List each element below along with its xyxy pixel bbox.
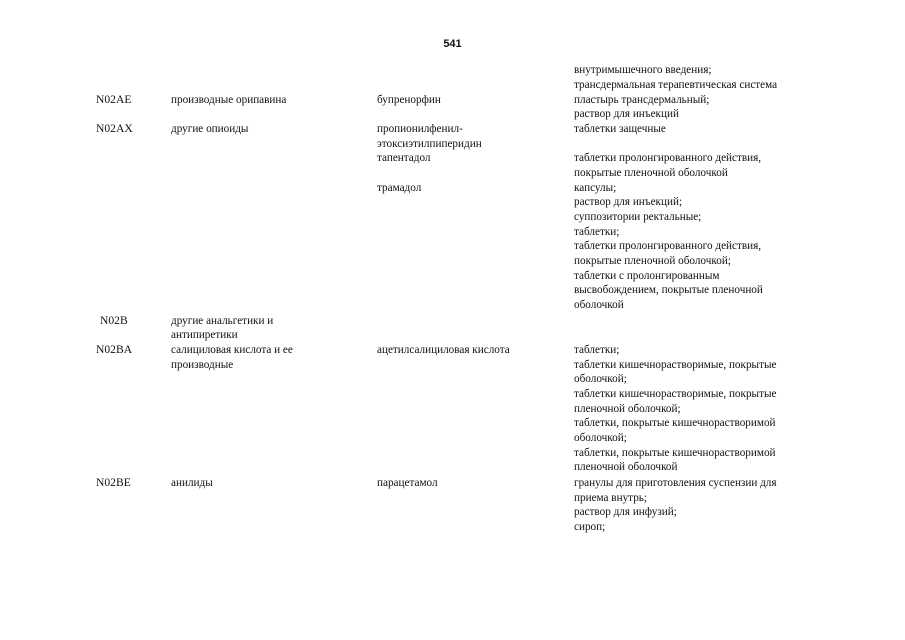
atc-group-name: другие опиоиды (171, 123, 249, 135)
atc-group-name: другие анальгетики и (171, 315, 274, 327)
form-line: таблетки защечные (574, 123, 666, 135)
form-line: гранулы для приготовления суспензии для (574, 477, 777, 489)
atc-group-name-cont: производные (171, 359, 234, 371)
form-line: таблетки; (574, 344, 620, 356)
form-line: трансдермальная терапевтическая система (574, 79, 778, 91)
form-line: покрытые пленочной оболочкой (574, 167, 728, 179)
atc-group-name: производные орипавина (171, 94, 287, 106)
form-line: приема внутрь; (574, 492, 647, 504)
form-line: таблетки, покрытые кишечнорастворимой (574, 417, 776, 429)
form-line: таблетки с пролонгированным (574, 270, 720, 282)
substance-name: пропионилфенил- (377, 123, 463, 135)
form-line: сироп; (574, 521, 606, 533)
form-line: пленочной оболочкой (574, 461, 678, 473)
form-line: суппозитории ректальные; (574, 211, 702, 223)
form-line: раствор для инъекций; (574, 196, 683, 208)
page-number: 541 (443, 38, 462, 50)
form-line: оболочкой (574, 299, 624, 311)
atc-code: N02AX (96, 122, 133, 135)
form-line: раствор для инфузий; (574, 506, 677, 518)
atc-code: N02AE (96, 93, 132, 106)
substance-name: бупренорфин (377, 94, 441, 106)
form-line: таблетки; (574, 226, 620, 238)
form-line: оболочкой; (574, 373, 627, 385)
atc-group-name: салициловая кислота и ее (171, 344, 293, 356)
substance-name-cont: этоксиэтилпиперидин (377, 138, 482, 150)
substance-name: ацетилсалициловая кислота (377, 344, 510, 356)
form-line: таблетки кишечнорастворимые, покрытые (574, 359, 777, 371)
form-line: внутримышечного введения; (574, 64, 712, 76)
form-line: таблетки, покрытые кишечнорастворимой (574, 447, 776, 459)
atc-code: N02BE (96, 476, 131, 489)
form-line: оболочкой; (574, 432, 627, 444)
atc-code: N02B (100, 314, 128, 327)
atc-group-name-cont: антипиретики (171, 329, 238, 341)
substance-name: тапентадол (377, 152, 431, 164)
form-line: таблетки пролонгированного действия, (574, 240, 762, 252)
form-line: таблетки пролонгированного действия, (574, 152, 762, 164)
form-line: высвобождением, покрытые пленочной (574, 284, 763, 296)
form-line: покрытые пленочной оболочкой; (574, 255, 731, 267)
form-line: пластырь трансдермальный; (574, 94, 710, 106)
substance-name: парацетамол (377, 477, 438, 489)
form-line: капсулы; (574, 182, 617, 194)
atc-code: N02BA (96, 343, 133, 356)
form-line: пленочной оболочкой; (574, 403, 681, 415)
form-line: таблетки кишечнорастворимые, покрытые (574, 388, 777, 400)
atc-group-name: анилиды (171, 477, 213, 489)
substance-name: трамадол (377, 182, 422, 194)
form-line: раствор для инъекций (574, 108, 679, 120)
